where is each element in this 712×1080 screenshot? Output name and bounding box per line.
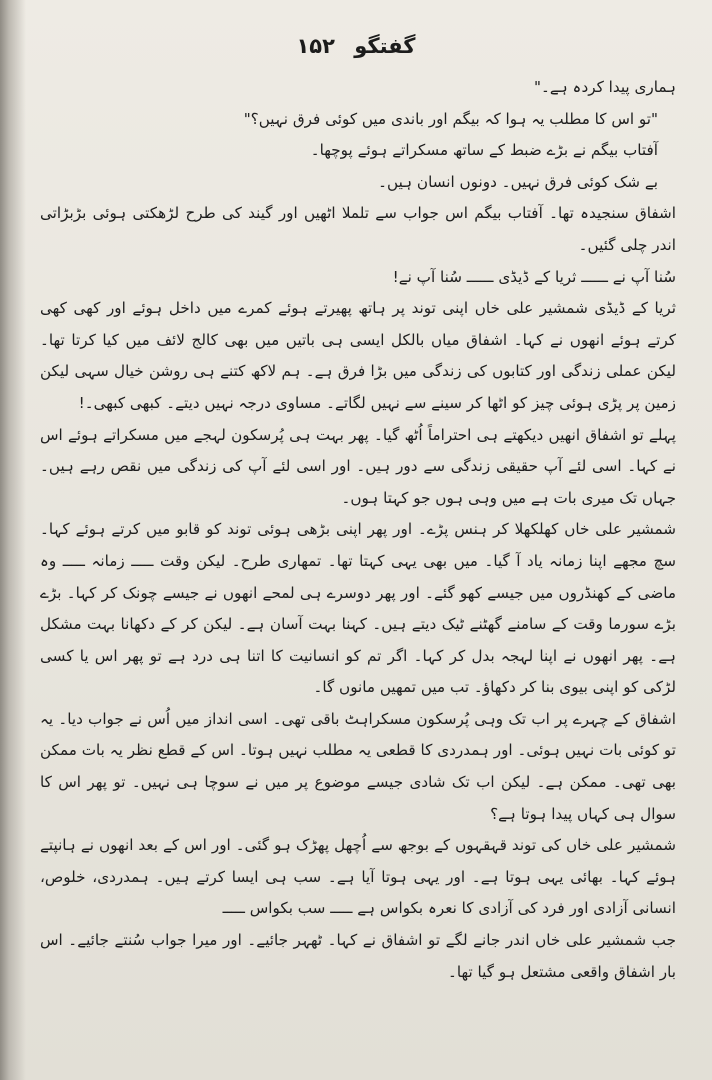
paragraph: آفتاب بیگم نے بڑے ضبط کے ساتھ مسکراتے ہوئے پوچھا۔ [310, 141, 658, 160]
paragraph: ہماری پیدا کردہ ہے۔" [534, 78, 676, 96]
paragraph: اشفاق کے چہرے پر اب تک وہی پُرسکون مسکراہٹ باقی تھی۔ اسی انداز میں اُس نے جواب دیا۔ یہ تو کوئی بات نہیں ہوئی۔ اور ہمدردی کا قطعی یہ مطلب نہیں ہوتا۔ اس کے قطع نظر یہ بات ممکن بھی تھی۔ ممکن ہے۔ لیکن اب تک شادی جیسے موضوع پر میں نے سوچا ہی نہیں۔ تو پھر اس کا سوال ہی کہاں پیدا ہوتا ہے؟ [40, 709, 676, 823]
paragraph: "تو اس کا مطلب یہ ہوا کہ بیگم اور باندی میں کوئی فرق نہیں؟" [243, 109, 658, 128]
page-header [0, 34, 712, 58]
paragraph: سُنا آپ نے ــــــ ثریا کے ڈیڈی ــــــ سُنا آپ نے! [392, 267, 676, 286]
paragraph: شمشیر علی خاں کھلکھلا کر ہنس پڑے۔ اور پھر اپنی بڑھی ہوئی توند کو قابو میں کرتے ہوئے کہا۔ سچ مجھے اپنا زمانہ یاد آ گیا۔ میں بھی یہی کہتا تھا۔ تمھاری طرح۔ لیکن وقت ـــــ زمانہ ـــــ وہ ماضی کے کھنڈروں میں جیسے کھو گئے۔ اور پھر دوسرے ہی لمحے انھوں نے جیسے چونک کر کہا۔ بڑے بڑے سورما وقت کے سامنے گھٹنے ٹیک دیتے ہیں۔ کہنا بہت آسان ہے۔ لیکن کر کے دکھانا بہت مشکل ہے۔ پھر انھوں نے اپنا لہجہ بدل کر کہا۔ اگر تم کو انسانیت کا اتنا ہی درد ہے تو پھر اس یا کسی لڑکی کو اپنی بیوی بنا کر دکھاؤ۔ تب میں تمھیں مانوں گا۔ [40, 520, 676, 697]
paragraph: پہلے تو اشفاق انھیں دیکھتے ہی احتراماً اُٹھ گیا۔ پھر بہت ہی پُرسکون لہجے میں مسکراتے ہوئے اس نے کہا۔ اسی لئے آپ حقیقی زندگی سے دور ہیں۔ اور اسی لئے آپ کی زندگی میں نقص رہے ہیں۔ جہاں تک میری بات ہے میں وہی ہوں جو کہتا ہوں۔ [40, 425, 676, 507]
binding-shadow [0, 0, 26, 1080]
paragraph: اشفاق سنجیدہ تھا۔ آفتاب بیگم اس جواب سے تلملا اٹھیں اور گیند کی طرح لڑھکتی ہوئی بڑبڑاتی اندر چلی گئیں۔ [40, 204, 676, 254]
paragraph: جب شمشیر علی خاں اندر جانے لگے تو اشفاق نے کہا۔ ٹھہر جائیے۔ اور میرا جواب سُنتے جائیے۔ اس بار اشفاق واقعی مشتعل ہو گیا تھا۔ [40, 931, 676, 981]
page-number: ۱۵۲ [296, 34, 335, 58]
page-title: گفتگو [354, 34, 416, 58]
body-text [40, 72, 676, 988]
paragraph: ثریا کے ڈیڈی شمشیر علی خاں اپنی توند پر ہاتھ پھیرتے ہوئے کمرے میں داخل ہوئے اور کھی کھی کرتے ہوئے انھوں نے کہا۔ اشفاق میاں بالکل ایسی ہی باتیں میں بھی کالج لائف میں کیا کرتا تھا۔ لیکن عملی زندگی اور کتابوں کی زندگی میں بڑا فرق ہے۔ ہم لاکھ کتنے ہی روشن خیال سہی لیکن زمین پر پڑی ہوئی چیز کو اٹھا کر سینے سے نہیں لگاتے۔ مساوی درجہ نہیں دیتے۔ کبھی کبھی۔! [40, 299, 676, 412]
paragraph: شمشیر علی خاں کی توند قہقہوں کے بوجھ سے اُچھل پھڑک ہو گئی۔ اور اس کے بعد انھوں نے ہانپتے ہوئے کہا۔ بھائی یہی ہوتا ہے۔ اور یہی ہوتا آیا ہے۔ سب ہی ایسا کرتے ہیں۔ ہمدردی، خلوص، انسانی آزادی اور فرد کی آزادی کا نعرہ بکواس ہے ـــــ سب بکواس ـــــ [40, 836, 676, 918]
paragraph: بے شک کوئی فرق نہیں۔ دونوں انسان ہیں۔ [378, 172, 658, 191]
